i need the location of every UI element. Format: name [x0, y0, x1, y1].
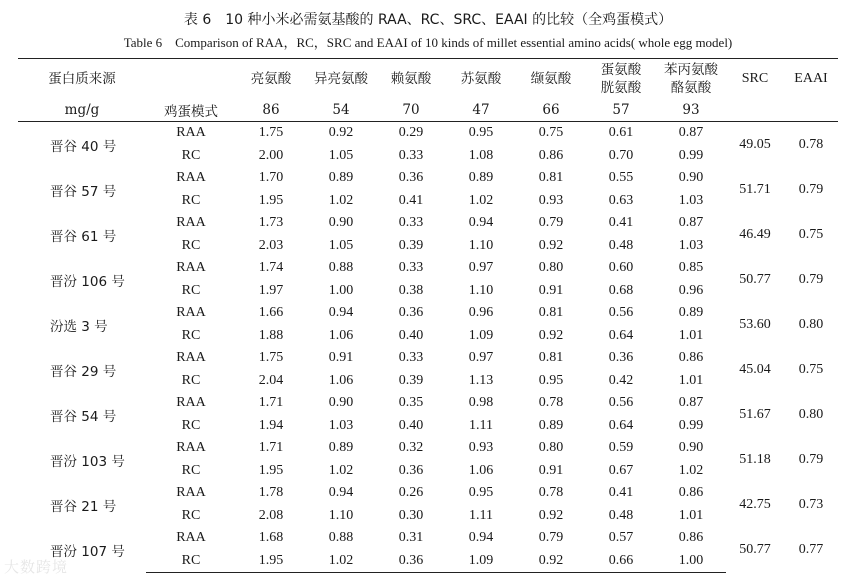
- sample-name: 晋汾 106 号: [50, 273, 125, 290]
- rc-label: RC: [181, 372, 201, 388]
- table-cell: 1.74: [258, 260, 284, 276]
- eaai-value: 0.73: [798, 496, 824, 512]
- table-cell: 0.85: [678, 260, 704, 276]
- table-caption-english: Table 6 Comparison of RAA，RC，SRC and EAAI of 10 kinds of millet essential amino acids( whole egg model): [123, 35, 733, 50]
- table-cell: 0.91: [538, 282, 564, 298]
- table-cell: 0.55: [608, 170, 634, 186]
- table-cell: 1.95: [258, 462, 284, 478]
- table-cell: 1.73: [258, 215, 284, 231]
- table-cell: 0.66: [586, 550, 656, 573]
- table-cell: 0.33: [398, 147, 424, 163]
- rc-label: RC: [181, 237, 201, 253]
- raa-label: RAA: [176, 350, 206, 366]
- src-value: 45.04: [739, 361, 771, 377]
- table-cell: 0.33: [398, 215, 424, 231]
- table-cell: 2.04: [258, 372, 284, 388]
- table-cell: 0.89: [328, 170, 354, 186]
- table-cell: 1.02: [678, 462, 704, 478]
- table-row: [18, 527, 838, 550]
- table-cell: 0.33: [398, 350, 424, 366]
- table-cell: 1.06: [468, 462, 494, 478]
- table-cell: 1.88: [258, 327, 284, 343]
- rc-label: RC: [181, 147, 201, 163]
- table-cell: 0.36: [398, 462, 424, 478]
- table-cell: 0.68: [608, 282, 634, 298]
- table-cell: 0.81: [538, 170, 564, 186]
- raa-label: RAA: [176, 530, 206, 546]
- eaai-value: 0.79: [798, 451, 824, 467]
- table-cell: 1.05: [328, 237, 354, 253]
- header-phenylalanine-tyrosine: 苯丙氨酸 酪氨酸: [656, 59, 726, 100]
- table-row: [18, 167, 838, 190]
- table-cell: 0.95: [538, 372, 564, 388]
- table-cell: 0.94: [328, 305, 354, 321]
- src-value: 51.18: [739, 451, 771, 467]
- table-cell: 1.71: [258, 395, 284, 411]
- eaai-value: 0.75: [798, 361, 824, 377]
- table-cell: 0.92: [538, 507, 564, 523]
- sample-name: 晋谷 54 号: [50, 408, 117, 425]
- table-row: [18, 122, 838, 145]
- table-cell: 0.61: [608, 125, 634, 141]
- table-cell: 0.48: [608, 237, 634, 253]
- table-cell: 0.86: [678, 485, 704, 501]
- table-cell: 1.71: [258, 440, 284, 456]
- table-cell: 0.26: [398, 485, 424, 501]
- src-value: 51.71: [739, 181, 771, 197]
- table-cell: 1.75: [258, 125, 284, 141]
- table-body: [18, 122, 838, 573]
- table-caption-chinese: 表 6 10 种小米必需氨基酸的 RAA、RC、SRC、EAAI 的比较（全鸡蛋模式）: [183, 12, 673, 28]
- sample-name: 汾选 3 号: [50, 318, 108, 335]
- table-cell: 0.94: [468, 215, 494, 231]
- eaai-value: 0.80: [798, 406, 824, 422]
- unit-label: mg/g: [18, 99, 146, 122]
- table-cell: 1.10: [328, 507, 354, 523]
- egg-model-value: 54: [306, 99, 376, 122]
- table-cell: 0.96: [678, 282, 704, 298]
- table-cell: 0.95: [468, 485, 494, 501]
- header-empty: [146, 59, 236, 100]
- table-cell: 1.10: [468, 237, 494, 253]
- egg-model-value: 57: [586, 99, 656, 122]
- src-value: 50.77: [739, 271, 771, 287]
- table-cell: 1.00: [656, 550, 726, 573]
- table-cell: 2.00: [258, 147, 284, 163]
- table-cell: 1.06: [328, 327, 354, 343]
- header-isoleucine: 异亮氨酸: [306, 59, 376, 100]
- eaai-value: 0.78: [798, 136, 824, 152]
- table-cell: 0.67: [608, 462, 634, 478]
- table-cell: 1.02: [328, 192, 354, 208]
- table-cell: 0.81: [538, 305, 564, 321]
- raa-label: RAA: [176, 215, 206, 231]
- table-cell: 0.59: [608, 440, 634, 456]
- table-cell: 1.09: [446, 550, 516, 573]
- eaai-value: 0.79: [798, 271, 824, 287]
- eaai-value: 0.79: [798, 181, 824, 197]
- table-cell: 0.89: [678, 305, 704, 321]
- table-cell: 0.40: [398, 417, 424, 433]
- table-cell: 1.94: [258, 417, 284, 433]
- egg-model-value: 66: [516, 99, 586, 122]
- table-row: [18, 212, 838, 235]
- eaai-value: 0.75: [798, 226, 824, 242]
- egg-model-empty: [784, 99, 838, 122]
- table-cell: 0.91: [538, 462, 564, 478]
- table-cell: 0.41: [608, 485, 634, 501]
- table-cell: 0.86: [678, 350, 704, 366]
- table-cell: 0.36: [398, 170, 424, 186]
- table-cell: 0.41: [398, 192, 424, 208]
- table-cell: 0.78: [538, 485, 564, 501]
- table-cell: 0.56: [608, 395, 634, 411]
- table-cell: 0.70: [608, 147, 634, 163]
- table-cell: 1.01: [678, 327, 704, 343]
- table-cell: 1.02: [306, 550, 376, 573]
- egg-model-empty: [726, 99, 784, 122]
- table-cell: 1.08: [468, 147, 494, 163]
- header-threonine: 苏氨酸: [446, 59, 516, 100]
- table-cell: 0.57: [608, 530, 634, 546]
- egg-model-value: 93: [656, 99, 726, 122]
- table-cell: 0.79: [538, 530, 564, 546]
- table-cell: 0.89: [328, 440, 354, 456]
- table-cell: 0.97: [468, 350, 494, 366]
- table-cell: 0.94: [468, 530, 494, 546]
- table-cell: 0.88: [328, 530, 354, 546]
- table-cell: 0.86: [678, 530, 704, 546]
- table-cell: 1.70: [258, 170, 284, 186]
- table-cell: 0.32: [398, 440, 424, 456]
- table-cell: 0.97: [468, 260, 494, 276]
- rc-label: RC: [181, 462, 201, 478]
- table-cell: 1.01: [678, 372, 704, 388]
- table-cell: 0.42: [608, 372, 634, 388]
- raa-label: RAA: [176, 485, 206, 501]
- table-cell: 0.80: [538, 260, 564, 276]
- table-cell: 0.87: [678, 215, 704, 231]
- table-cell: 1.10: [468, 282, 494, 298]
- table-cell: 0.36: [398, 305, 424, 321]
- header-lysine: 赖氨酸: [376, 59, 446, 100]
- rc-label: RC: [181, 417, 201, 433]
- table-cell: 0.89: [468, 170, 494, 186]
- table-cell: 0.33: [398, 260, 424, 276]
- table-cell: 0.91: [328, 350, 354, 366]
- table-cell: 1.00: [328, 282, 354, 298]
- table-cell: 1.97: [258, 282, 284, 298]
- raa-label: RAA: [176, 260, 206, 276]
- header-eaai: EAAI: [784, 59, 838, 100]
- table-cell: 0.63: [608, 192, 634, 208]
- src-value: 42.75: [739, 496, 771, 512]
- table-cell: 0.96: [468, 305, 494, 321]
- table-cell: 0.64: [608, 417, 634, 433]
- watermark: 大数跨境: [4, 558, 69, 576]
- table-cell: 2.08: [258, 507, 284, 523]
- table-cell: 0.78: [538, 395, 564, 411]
- table-cell: 0.30: [398, 507, 424, 523]
- table-cell: 0.92: [328, 125, 354, 141]
- header-methionine-cystine: 蛋氨酸 胱氨酸: [586, 59, 656, 100]
- table-cell: 0.93: [468, 440, 494, 456]
- table-cell: 0.64: [608, 327, 634, 343]
- table-cell: 0.90: [328, 215, 354, 231]
- table-row: [18, 482, 838, 505]
- src-value: 46.49: [739, 226, 771, 242]
- table-cell: 0.81: [538, 350, 564, 366]
- table-cell: 0.35: [398, 395, 424, 411]
- table-cell: 0.41: [608, 215, 634, 231]
- table-cell: 0.92: [538, 327, 564, 343]
- header-leucine: 亮氨酸: [236, 59, 306, 100]
- rc-label: RC: [146, 550, 236, 573]
- table-cell: 0.90: [678, 170, 704, 186]
- table-cell: 0.93: [538, 192, 564, 208]
- egg-model-value: 86: [236, 99, 306, 122]
- table-row: [18, 257, 838, 280]
- table-cell: 1.06: [328, 372, 354, 388]
- table-cell: 0.29: [398, 125, 424, 141]
- sample-name: 晋谷 40 号: [50, 138, 117, 155]
- table-cell: 1.01: [678, 507, 704, 523]
- header-protein-source: 蛋白质来源: [18, 59, 146, 100]
- table-cell: 1.02: [468, 192, 494, 208]
- sample-name: 晋汾 107 号: [50, 543, 125, 560]
- table-cell: 0.92: [538, 237, 564, 253]
- table-cell: 1.09: [468, 327, 494, 343]
- src-value: 49.05: [739, 136, 771, 152]
- table-cell: 0.89: [538, 417, 564, 433]
- table-row: [18, 437, 838, 460]
- raa-label: RAA: [176, 395, 206, 411]
- table-cell: 1.03: [678, 237, 704, 253]
- table-cell: 0.95: [468, 125, 494, 141]
- table-row: [18, 347, 838, 370]
- amino-acid-table: [18, 58, 838, 573]
- rc-label: RC: [181, 192, 201, 208]
- table-cell: 0.80: [538, 440, 564, 456]
- table-cell: 0.86: [538, 147, 564, 163]
- table-cell: 0.99: [678, 417, 704, 433]
- table-cell: 0.38: [398, 282, 424, 298]
- table-cell: 1.95: [258, 192, 284, 208]
- table-cell: 0.56: [608, 305, 634, 321]
- egg-model-label: 鸡蛋模式: [146, 99, 236, 122]
- eaai-value: 0.80: [798, 316, 824, 332]
- rc-label: RC: [181, 327, 201, 343]
- src-value: 50.77: [739, 541, 771, 557]
- header-src: SRC: [726, 59, 784, 100]
- table-cell: 0.87: [678, 395, 704, 411]
- table-cell: 1.13: [468, 372, 494, 388]
- eaai-value: 0.77: [798, 541, 824, 557]
- table-cell: 0.79: [538, 215, 564, 231]
- src-value: 53.60: [739, 316, 771, 332]
- table-cell: 0.40: [398, 327, 424, 343]
- table-cell: 1.05: [328, 147, 354, 163]
- table-cell: 1.11: [469, 417, 493, 433]
- table-cell: 1.02: [328, 462, 354, 478]
- raa-label: RAA: [176, 305, 206, 321]
- header-row: [18, 59, 838, 100]
- table-cell: 0.36: [608, 350, 634, 366]
- table-cell: 1.95: [236, 550, 306, 573]
- table-cell: 0.88: [328, 260, 354, 276]
- table-cell: 2.03: [258, 237, 284, 253]
- table-cell: 1.78: [258, 485, 284, 501]
- header-valine: 缬氨酸: [516, 59, 586, 100]
- table-cell: 0.60: [608, 260, 634, 276]
- src-value: 51.67: [739, 406, 771, 422]
- table-cell: 0.94: [328, 485, 354, 501]
- table-cell: 1.03: [678, 192, 704, 208]
- sample-name: 晋谷 61 号: [50, 228, 117, 245]
- raa-label: RAA: [176, 440, 206, 456]
- rc-label: RC: [181, 282, 201, 298]
- table-cell: 0.87: [678, 125, 704, 141]
- rc-label: RC: [181, 507, 201, 523]
- table-cell: 0.36: [376, 550, 446, 573]
- raa-label: RAA: [176, 125, 206, 141]
- table-cell: 1.66: [258, 305, 284, 321]
- sample-name: 晋谷 57 号: [50, 183, 117, 200]
- egg-model-row: [18, 99, 838, 122]
- table-cell: 0.48: [608, 507, 634, 523]
- sample-name: 晋谷 29 号: [50, 363, 117, 380]
- sample-name: 晋谷 21 号: [50, 498, 117, 515]
- egg-model-value: 70: [376, 99, 446, 122]
- table-cell: 0.90: [328, 395, 354, 411]
- raa-label: RAA: [176, 170, 206, 186]
- table-row: [18, 392, 838, 415]
- table-cell: 1.68: [258, 530, 284, 546]
- table-cell: 0.31: [398, 530, 424, 546]
- table-cell: 0.99: [678, 147, 704, 163]
- table-cell: 0.75: [538, 125, 564, 141]
- table-row: [18, 302, 838, 325]
- table-cell: 0.92: [516, 550, 586, 573]
- table-cell: 0.98: [468, 395, 494, 411]
- table-cell: 0.39: [398, 237, 424, 253]
- table-cell: 0.39: [398, 372, 424, 388]
- egg-model-value: 47: [446, 99, 516, 122]
- table-cell: 1.11: [469, 507, 493, 523]
- table-cell: 0.90: [678, 440, 704, 456]
- table-cell: 1.75: [258, 350, 284, 366]
- table-cell: 1.03: [328, 417, 354, 433]
- sample-name: 晋汾 103 号: [50, 453, 125, 470]
